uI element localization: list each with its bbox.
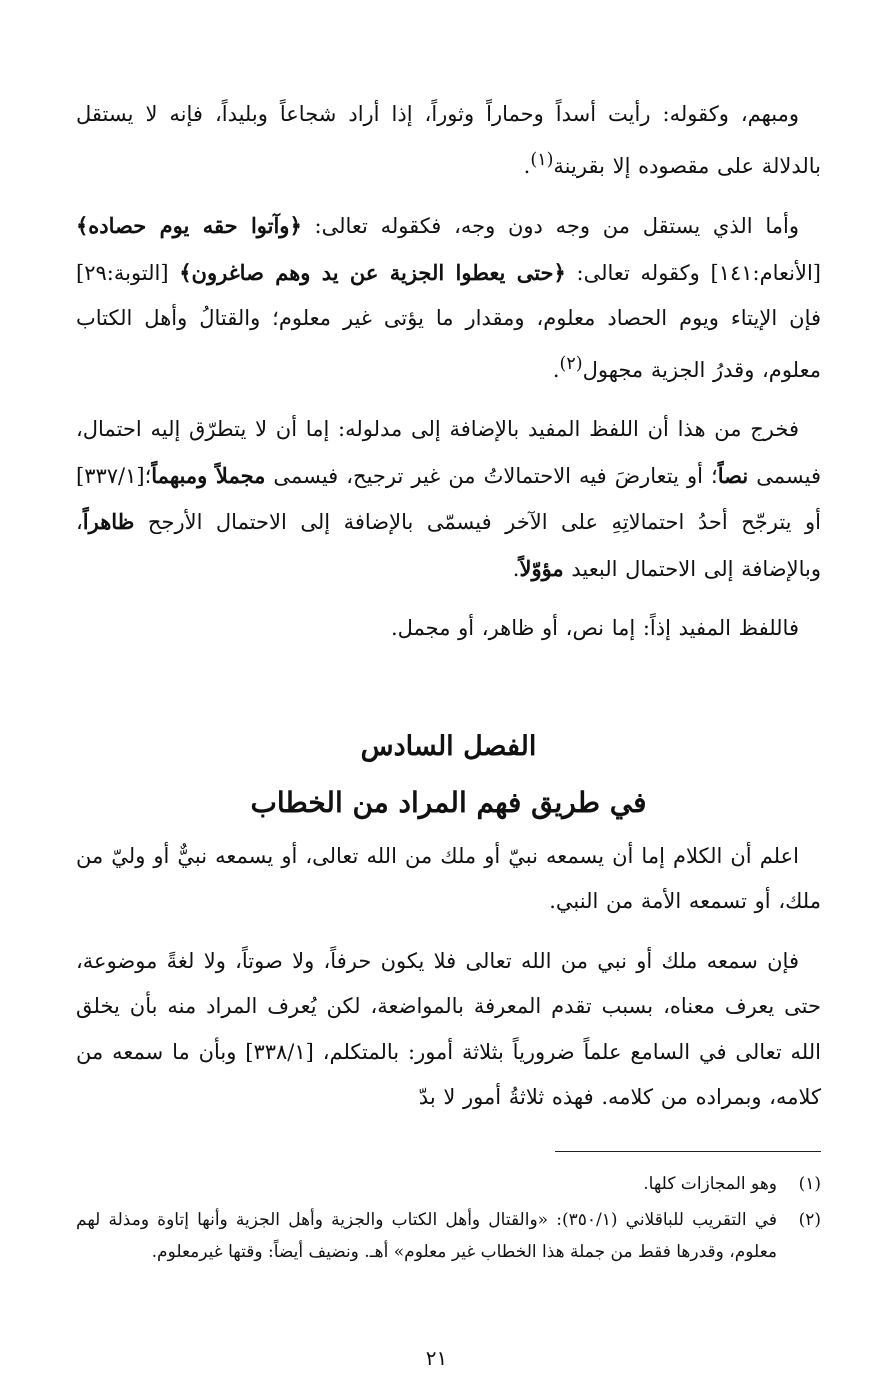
chapter-heading [76,722,821,830]
chapter-title: الفصل السادس [360,730,537,762]
paragraph-3-end: . [512,556,520,581]
lower-text [76,834,821,1121]
term-zahir: ظاهراً [82,509,135,534]
footnote-ref-2[interactable]: (٢) [559,353,583,374]
paragraph-3-text-a: فخرج من هذا أن اللفظ المفيد بالإضافة إلى مدلوله: إما أن لا يتطرّق إليه احتمال، فيسمى [76,417,822,488]
chapter-subtitle: في طريق فهم المراد من الخطاب [250,785,647,819]
paragraph-1-text: ومبهم، وكقوله: رأيت أسداً وحماراً وثوراً، إذا أراد شجاعاً وبليداً، فإنه لا يستقل بالدلالة على مقصوده إلا بقرينة [76,102,821,178]
page-number: ٢١ [425,1346,448,1370]
paragraph-6: فإن سمعه ملك أو نبي من الله تعالى فلا يكون حرفاً، ولا صوتاً، ولا لغةً موضوعة، حتى يعرف معناه، بسبب تقدم المعرفة بالمواضعة، لكن يُعرف المراد منه بأن يخلق الله تعالى في السامع علماً ضرورياً بثلاثة أمور: بالمتكلم، [٣٣٨/١] وبأن ما سمعه من كلامه، وبمراده من كلامه. فهذه ثلاثةُ أمور لا بدّ [76,948,821,1109]
term-muawwal: مؤوّلاً [519,555,564,581]
paragraph-4 [76,606,821,652]
paragraph-1-end: . [523,153,531,178]
term-nass: نصاً [717,462,749,488]
paragraph-3-text-c: ؛[٣٣٧/١] أو يترجّح أحدُ احتمالاتِهِ على الآخر فيسمّى بالإضافة إلى الاحتمال الأرجح [76,463,821,534]
verse-reference-2: [التوبة:٢٩] فإن الإيتاء ويوم الحصاد معلوم، ومقدار ما يؤتى غير معلوم؛ والقتالُ وأهل الكتاب معلوم، وقدرُ الجزية مجهول [76,260,821,382]
footnote-divider [555,1151,821,1152]
paragraph-4-text: فاللفظ المفيد إذاً: إما نص، أو ظاهر، أو مجمل. [390,616,799,640]
paragraph-3 [76,407,821,592]
footnote-2-text: في التقريب للباقلاني (٣٥٠/١): «والقتال وأهل الكتاب والجزية وأهل الجزية وأنها إتاوة ومذلة لهم معلوم، وقدرها فقط من جملة هذا الخطاب غير معلوم» أهـ. ونضيف أيضاً: وقتها غيرمعلوم. [76,1210,777,1262]
quran-verse-2: ﴿حتى يعطوا الجزية عن يد وهم صاغرون﴾ [179,259,566,285]
paragraph-2-text: وأما الذي يستقل من وجه دون وجه، فكقوله تعالى: [301,214,799,238]
footnote-2-number: (٢) [798,1210,821,1230]
footnote-2 [76,1204,821,1268]
paragraph-3-text-d: ، وبالإضافة إلى الاحتمال البعيد [76,510,821,581]
footnote-1-number: (١) [798,1174,821,1194]
paragraph-3-text-b: ؛ أو يتعارضَ فيه الاحتمالاتُ من غير ترجيح، فيسمى [265,463,718,488]
paragraph-1 [76,92,821,189]
footnote-1 [76,1168,821,1200]
term-mujmal: مجملاً ومبهماً [151,462,266,488]
footnote-1-text: وهو المجازات كلها. [643,1174,777,1194]
upper-text [76,92,821,652]
footnote-ref-1[interactable]: (١) [530,149,554,170]
quran-verse-1: ﴿وآتوا حقه يوم حصاده﴾ [76,213,302,238]
footnotes [76,1168,821,1272]
paragraph-2-end: . [552,357,560,382]
paragraph-5: اعلم أن الكلام إما أن يسمعه نبيّ أو ملك من الله تعالى، أو يسمعه نبيٌّ أو وليّ من ملك، أو تسمعه الأمة من النبي. [76,843,821,913]
paragraph-2 [76,203,821,393]
verse-reference-1: [الأنعام:١٤١] وكقوله تعالى: [565,260,821,285]
